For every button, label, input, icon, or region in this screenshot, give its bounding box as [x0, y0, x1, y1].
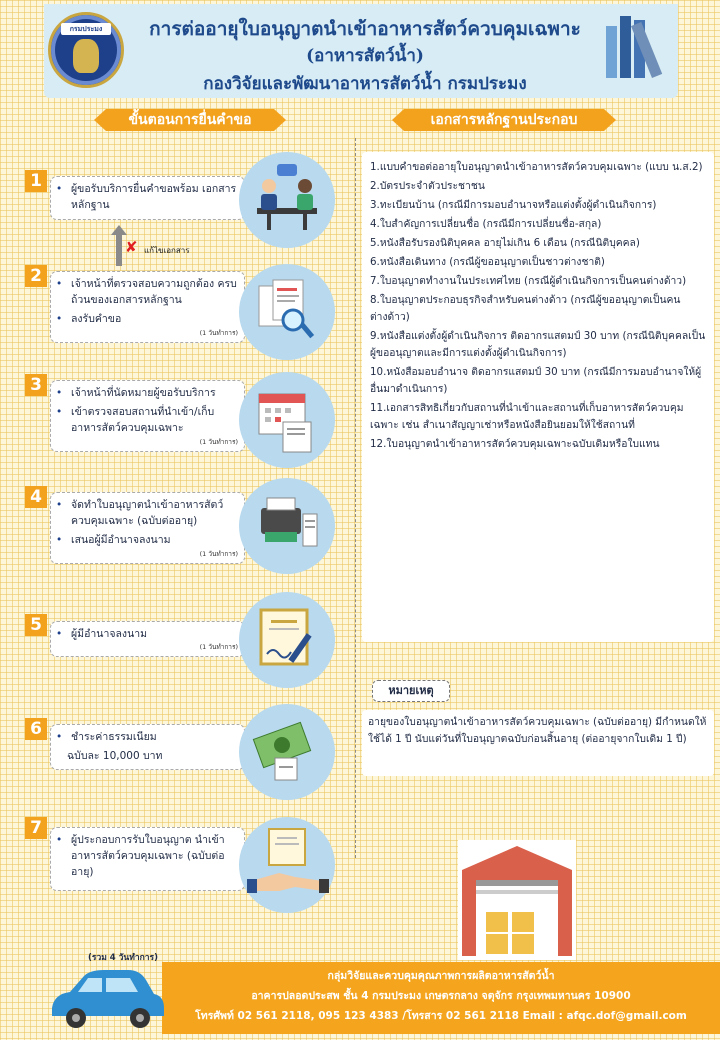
page-subtitle: (อาหารสัตว์น้ำ): [306, 46, 424, 66]
step-number: 5: [25, 614, 47, 636]
step-number: 7: [25, 817, 47, 839]
step-text: • เจ้าหน้าที่นัดหมายผู้ขอรับบริการ: [67, 385, 238, 401]
books-icon: [604, 14, 674, 78]
document-item: 5.หนังสือรับรองนิติบุคคล อายุไม่เกิน 6 เดือน (กรณีนิติบุคคล): [370, 237, 640, 249]
document-item: 1.แบบคำขอต่ออายุใบอนุญาตนำเข้าอาหารสัตว์ควบคุมเฉพาะ (แบบ น.ส.2): [370, 161, 703, 173]
documents-list: [362, 152, 714, 642]
step-text: • ผู้มีอำนาจลงนาม: [67, 626, 238, 642]
document-item: 10.หนังสือมอบอำนาจ ติดอากรแสตมป์ 30 บาท (กรณีมีการมอบอำนาจให้ผู้อื่นมาดำเนินการ): [370, 366, 702, 395]
step-text: • ลงรับคำขอ: [67, 311, 238, 327]
step-illustration: [239, 704, 335, 800]
note-text: อายุของใบอนุญาตนำเข้าอาหารสัตว์ควบคุมเฉพาะ (ฉบับต่ออายุ) มีกำหนดให้ใช้ได้ 1 ปี นับแต่วันที่ใบอนุญาตฉบับก่อนสิ้นอายุ (ต่ออายุจากใบเดิม 1 ปี): [362, 710, 714, 776]
logo-emblem-icon: [73, 39, 99, 73]
step-card: [50, 724, 245, 770]
document-item: 3.ทะเบียนบ้าน (กรณีมีการมอบอำนาจหรือแต่งตั้งผู้ดำเนินกิจการ): [370, 199, 657, 211]
warehouse-icon: [458, 840, 576, 960]
step-illustration: [239, 152, 335, 248]
document-item: 12.ใบอนุญาตนำเข้าอาหารสัตว์ควบคุมเฉพาะฉบับเดิมหรือใบแทน: [370, 438, 660, 450]
step-duration: (1 วันทำการ): [199, 550, 238, 558]
fee-amount: ฉบับละ 10,000 บาท: [67, 750, 163, 762]
column-divider: [355, 138, 356, 858]
organization-name: กองวิจัยและพัฒนาอาหารสัตว์น้ำ กรมประมง: [203, 74, 527, 94]
calendar-icon: [239, 372, 335, 468]
document-item: 6.หนังสือเดินทาง (กรณีผู้ขออนุญาตเป็นชาวต่างชาติ): [370, 256, 605, 268]
document-item: 8.ใบอนุญาตประกอบธุรกิจสำหรับคนต่างด้าว (กรณีผู้ขออนุญาตเป็นคนต่างด้าว): [370, 294, 681, 323]
document-item: 9.หนังสือแต่งตั้งผู้ดำเนินกิจการ ติดอากรแสตมป์ 30 บาท (กรณีนิติบุคคลเป็นผู้ขออนุญาตและมีการแต่งตั้งผู้ดำเนินกิจการ): [370, 330, 706, 359]
step-text: • ผู้ขอรับบริการยื่นคำขอพร้อม เอกสารหลักฐาน: [67, 181, 238, 213]
step-number: 6: [25, 718, 47, 740]
step-illustration: [239, 372, 335, 468]
footer-address: อาคารปลอดประสพ ชั้น 4 กรมประมง เกษตรกลาง จตุจักร กรุงเทพมหานคร 10900: [251, 990, 631, 1002]
warehouse-illustration: [458, 840, 576, 960]
step-number: 1: [25, 170, 47, 192]
step-card: [50, 621, 245, 657]
step-text: • ชำระค่าธรรมเนียม: [67, 729, 238, 745]
footer-group-name: กลุ่มวิจัยและควบคุมคุณภาพการผลิตอาหารสัตว์น้ำ: [327, 970, 555, 982]
step-card: [50, 271, 245, 343]
document-item: 11.เอกสารสิทธิเกี่ยวกับสถานที่นำเข้าและสถานที่เก็บอาหารสัตว์ควบคุมเฉพาะ เช่น สำเนาสัญญาเช่าหรือหนังสือยินยอมให้ใช้สถานที่: [370, 402, 684, 431]
footer-phone-email: โทรศัพท์ 02 561 2118, 095 123 4383 /โทรสาร 02 561 2118 Email : afqc.dof@gmail.com: [195, 1010, 687, 1022]
printer-icon: [239, 478, 335, 574]
step-text: • เข้าตรวจสอบสถานที่นำเข้า/เก็บ อาหารสัตว์ควบคุมเฉพาะ: [67, 404, 238, 436]
step-illustration: [239, 264, 335, 360]
step-text: • เจ้าหน้าที่ตรวจสอบความถูกต้อง ครบถ้วนของเอกสารหลักฐาน: [67, 276, 238, 308]
step-card: [50, 827, 245, 891]
document-item: 4.ใบสำคัญการเปลี่ยนชื่อ (กรณีมีการเปลี่ยนชื่อ-สกุล): [370, 218, 602, 230]
step-number: 4: [25, 486, 47, 508]
meeting-icon: [239, 152, 335, 248]
department-logo: [48, 12, 124, 88]
car-illustration: [44, 964, 168, 1034]
document-item: 7.ใบอนุญาตทำงานในประเทศไทย (กรณีผู้ดำเนินกิจการเป็นคนต่างด้าว): [370, 275, 687, 287]
certificate-sign-icon: [239, 592, 335, 688]
note-label: หมายเหตุ: [372, 680, 450, 702]
handshake-icon: [239, 817, 335, 913]
cross-icon: ✘: [125, 238, 138, 256]
step-duration: (1 วันทำการ): [199, 438, 238, 446]
steps-section-title: ขั้นตอนการยื่นคำขอ: [106, 109, 274, 131]
total-duration: (รวม 4 วันทำการ): [88, 953, 158, 963]
step-illustration: [239, 592, 335, 688]
logo-text: กรมประมง: [61, 23, 111, 35]
step-text: • ผู้ประกอบการรับใบอนุญาต นำเข้าอาหารสัตว์ควบคุมเฉพาะ (ฉบับต่ออายุ): [67, 832, 238, 880]
step-number: 3: [25, 374, 47, 396]
step-duration: (1 วันทำการ): [199, 643, 238, 651]
fix-docs-label: แก้ไขเอกสาร: [144, 246, 190, 255]
documents-section-title: เอกสารหลักฐานประกอบ: [404, 109, 604, 131]
step-text: • จัดทำใบอนุญาตนำเข้าอาหารสัตว์ ควบคุมเฉพาะ (ฉบับต่ออายุ): [67, 497, 238, 529]
car-icon: [44, 964, 168, 1034]
step-duration: (1 วันทำการ): [199, 329, 238, 337]
step-illustration: [239, 478, 335, 574]
page-title: การต่ออายุใบอนุญาตนำเข้าอาหารสัตว์ควบคุมเฉพาะ: [149, 18, 581, 40]
document-inspect-icon: [239, 264, 335, 360]
back-arrow-icon: [116, 234, 122, 266]
step-card: [50, 492, 245, 564]
money-icon: [239, 704, 335, 800]
footer-contact: [162, 962, 720, 1034]
step-card: [50, 380, 245, 452]
step-number: 2: [25, 265, 47, 287]
step-card: [50, 176, 245, 220]
step-text: • เสนอผู้มีอำนาจลงนาม: [67, 532, 238, 548]
document-item: 2.บัตรประจำตัวประชาชน: [370, 180, 485, 192]
step-illustration: [239, 817, 335, 913]
